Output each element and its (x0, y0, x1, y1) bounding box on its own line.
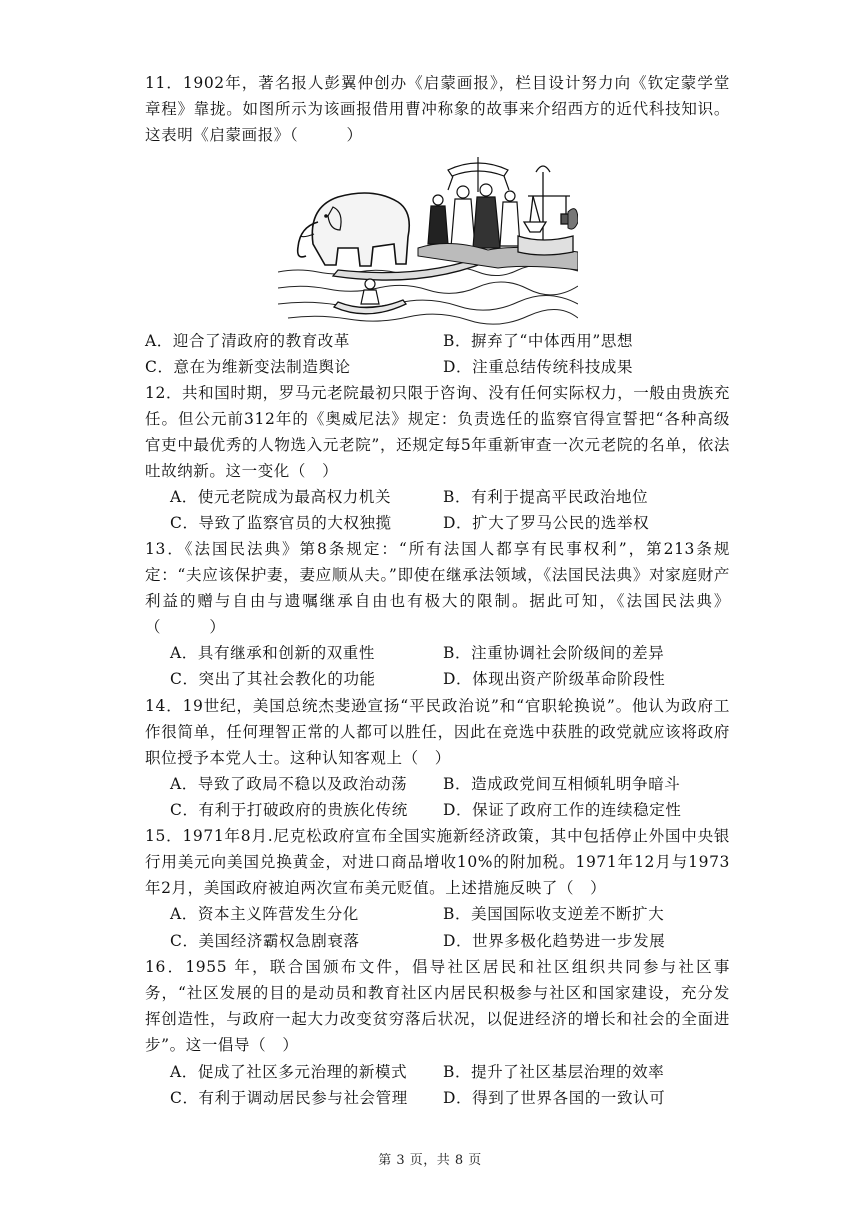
question-14-options-row-1 (170, 771, 755, 797)
question-16-stem: 16．1955 年，联合国颁布文件，倡导社区居民和社区组织共同参与社区事务，“社区发展的目的是动员和教育社区内居民积极参与社区和国家建设，充分发挥创造性，与政府一起大力改变贫穷落后状况，以促进经济的增长和社会的全面进步”。这一倡导（ ） (145, 958, 730, 1054)
officials-icon (428, 184, 520, 248)
question-15-option-c[interactable]: C．美国经济霸权急剧衰落 (170, 932, 360, 950)
question-16 (145, 954, 730, 1058)
page-footer: 第 3 页，共 8 页 (378, 1153, 482, 1168)
question-12-option-b[interactable]: B．有利于提高平民政治地位 (443, 488, 649, 506)
question-16-options-row-1 (170, 1059, 755, 1085)
question-14-option-a[interactable]: A．导致了政局不稳以及政治动荡 (170, 775, 408, 793)
question-16-option-a[interactable]: A．促成了社区多元治理的新模式 (170, 1063, 408, 1081)
question-16-option-d[interactable]: D．得到了世界各国的一致认可 (443, 1089, 666, 1107)
question-16-option-c[interactable]: C．有利于调动居民参与社会管理 (170, 1089, 408, 1107)
question-15-stem: 15．1971年8月.尼克松政府宣布全国实施新经济政策，其中包括停止外国中央银行用美元向美国兑换黄金，对进口商品增收10%的附加税。1971年12月与1973年2月，美国政府被迫两次宣布美元贬值。上述措施反映了（ ） (145, 827, 730, 897)
question-16-options-row-2 (170, 1085, 755, 1111)
question-14-option-c[interactable]: C．有利于打破政府的贵族化传统 (170, 801, 408, 819)
question-12-option-d[interactable]: D．扩大了罗马公民的选举权 (443, 514, 650, 532)
question-14-option-b[interactable]: B．造成政党间互相倾轧明争暗斗 (443, 775, 681, 793)
question-15-option-a[interactable]: A．资本主义阵营发生分化 (170, 905, 359, 923)
question-15-option-b[interactable]: B．美国国际收支逆差不断扩大 (443, 905, 665, 923)
question-13-stem: 13．《法国民法典》第8条规定：“所有法国人都享有民事权利”，第213条规定：“夫应该保护妻，妻应顺从夫。”即使在继承法领域，《法国民法典》对家庭财产利益的赠与自由与遗嘱继承自由也有极大的限制。据此可知，《法国民法典》（ ） (145, 540, 730, 636)
question-14-option-d[interactable]: D．保证了政府工作的连续稳定性 (443, 801, 682, 819)
question-11-option-d[interactable]: D．注重总结传统科技成果 (443, 358, 634, 376)
question-12-options-row-1 (170, 484, 755, 510)
question-15-options-row-2 (170, 928, 755, 954)
question-14 (145, 693, 730, 771)
elephant-icon (298, 193, 410, 266)
question-12 (145, 380, 730, 484)
question-15-option-d[interactable]: D．世界多极化趋势进一步发展 (443, 932, 666, 950)
question-13-option-d[interactable]: D．体现出资产阶级革命阶段性 (443, 670, 666, 688)
question-14-options-row-2 (170, 797, 755, 823)
question-12-option-c[interactable]: C．导致了监察官员的大权独揽 (170, 514, 392, 532)
small-boat-icon (334, 279, 406, 314)
question-11-option-c[interactable]: C．意在为维新变法制造舆论 (145, 358, 351, 376)
question-13-option-a[interactable]: A．具有继承和创新的双重性 (170, 644, 375, 662)
scale-icon (518, 166, 573, 255)
question-12-options-row-2 (170, 510, 755, 536)
question-13-option-c[interactable]: C．突出了其社会教化的功能 (170, 670, 376, 688)
question-13 (145, 536, 730, 640)
question-11 (145, 70, 730, 148)
question-11-options-row-1 (145, 328, 730, 354)
question-12-stem: 12．共和国时期，罗马元老院最初只限于咨询、没有任何实际权力，一般由贵族充任。但公元前312年的《奥威尼法》规定：负责选任的监察官得宣誓把“各种高级官吏中最优秀的人物选入元老院”，还规定每5年重新审查一次元老院的名单，依法吐故纳新。这一变化（ ） (145, 384, 730, 480)
question-15-options-row-1 (170, 901, 755, 927)
question-11-options-row-2 (145, 354, 730, 380)
question-12-option-a[interactable]: A．使元老院成为最高权力机关 (170, 488, 392, 506)
question-16-option-b[interactable]: B．提升了社区基层治理的效率 (443, 1063, 665, 1081)
question-13-options-row-1 (170, 640, 755, 666)
question-11-option-b[interactable]: B．摒弃了“中体西用”思想 (443, 332, 634, 350)
caochong-weighs-elephant-illustration (278, 152, 578, 328)
question-13-option-b[interactable]: B．注重协调社会阶级间的差异 (443, 644, 665, 662)
question-11-option-a[interactable]: A．迎合了清政府的教育改革 (145, 332, 350, 350)
question-14-stem: 14．19世纪，美国总统杰斐逊宣扬“平民政治说”和“官职轮换说”。他认为政府工作很简单，任何理智正常的人都可以胜任，因此在竞选中获胜的政党就应该将政府职位授予本党人士。这种认知客观上（ ） (145, 697, 730, 767)
question-13-options-row-2 (170, 666, 755, 692)
question-11-stem: 11．1902年，著名报人彭翼仲创办《启蒙画报》，栏目设计努力向《钦定蒙学堂章程》靠拢。如图所示为该画报借用曹冲称象的故事来介绍西方的近代科技知识。这表明《启蒙画报》（ ） (145, 74, 730, 144)
question-15 (145, 823, 730, 901)
